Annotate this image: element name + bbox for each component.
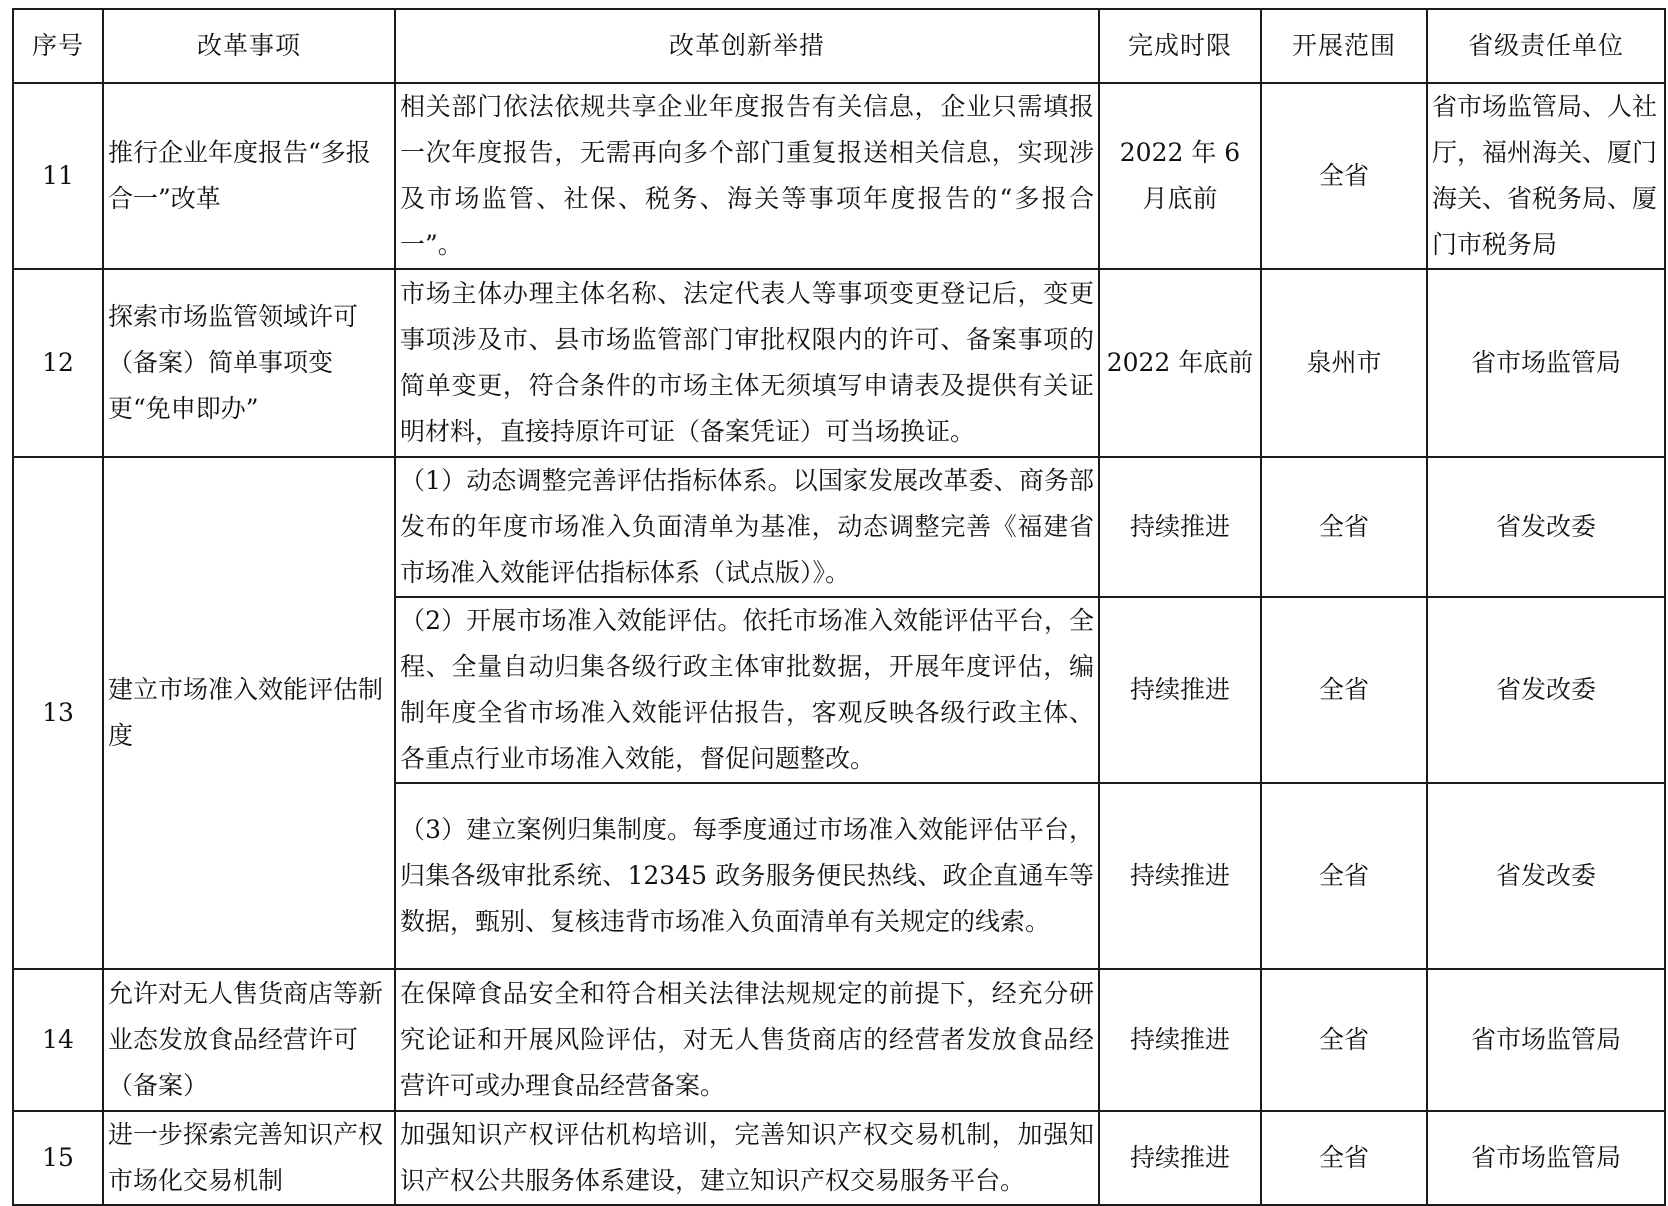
row-seq: 11 (13, 83, 103, 269)
row-item: 进一步探索完善知识产权市场化交易机制 (103, 1111, 395, 1205)
row-unit: 省发改委 (1427, 783, 1665, 969)
reform-measures-table (12, 8, 1666, 1206)
header-scope: 开展范围 (1261, 9, 1427, 83)
row-measure: （2）开展市场准入效能评估。依托市场准入效能评估平台，全程、全量自动归集各级行政主体审批数据，开展年度评估，编制年度全省市场准入效能评估报告，客观反映各级行政主体、各重点行业市场准入效能，督促问题整改。 (395, 597, 1099, 783)
row-deadline: 持续推进 (1099, 783, 1261, 969)
row-item: 建立市场准入效能评估制度 (103, 457, 395, 969)
row-scope: 全省 (1261, 597, 1427, 783)
row-seq: 14 (13, 969, 103, 1111)
row-unit: 省市场监管局 (1427, 969, 1665, 1111)
table-row (13, 1111, 1665, 1205)
row-seq: 13 (13, 457, 103, 969)
row-unit: 省市场监管局、人社厅，福州海关、厦门海关、省税务局、厦门市税务局 (1427, 83, 1665, 269)
row-scope: 全省 (1261, 783, 1427, 969)
row-deadline: 持续推进 (1099, 457, 1261, 597)
header-unit: 省级责任单位 (1427, 9, 1665, 83)
table-header (13, 9, 1665, 83)
table-row (13, 969, 1665, 1111)
row-item: 探索市场监管领域许可（备案）简单事项变更“免申即办” (103, 269, 395, 457)
row-unit: 省市场监管局 (1427, 269, 1665, 457)
table-row (13, 83, 1665, 269)
table-row (13, 457, 1665, 597)
table-row (13, 269, 1665, 457)
row-measure: 在保障食品安全和符合相关法律法规规定的前提下，经充分研究论证和开展风险评估，对无人售货商店的经营者发放食品经营许可或办理食品经营备案。 (395, 969, 1099, 1111)
row-unit: 省发改委 (1427, 597, 1665, 783)
row-measure: 相关部门依法依规共享企业年度报告有关信息，企业只需填报一次年度报告，无需再向多个部门重复报送相关信息，实现涉及市场监管、社保、税务、海关等事项年度报告的“多报合一”。 (395, 83, 1099, 269)
table-body (13, 83, 1665, 1205)
row-scope: 泉州市 (1261, 269, 1427, 457)
row-deadline: 2022 年 6 月底前 (1099, 83, 1261, 269)
row-seq: 12 (13, 269, 103, 457)
row-deadline: 持续推进 (1099, 969, 1261, 1111)
row-scope: 全省 (1261, 457, 1427, 597)
header-deadline: 完成时限 (1099, 9, 1261, 83)
header-row (13, 9, 1665, 83)
row-measure: 加强知识产权评估机构培训，完善知识产权交易机制，加强知识产权公共服务体系建设，建立知识产权交易服务平台。 (395, 1111, 1099, 1205)
header-item: 改革事项 (103, 9, 395, 83)
row-measure: （1）动态调整完善评估指标体系。以国家发展改革委、商务部发布的年度市场准入负面清单为基准，动态调整完善《福建省市场准入效能评估指标体系（试点版）》。 (395, 457, 1099, 597)
row-unit: 省发改委 (1427, 457, 1665, 597)
row-scope: 全省 (1261, 1111, 1427, 1205)
header-measure: 改革创新举措 (395, 9, 1099, 83)
row-deadline: 2022 年底前 (1099, 269, 1261, 457)
row-scope: 全省 (1261, 83, 1427, 269)
row-seq: 15 (13, 1111, 103, 1205)
row-scope: 全省 (1261, 969, 1427, 1111)
row-item: 推行企业年度报告“多报合一”改革 (103, 83, 395, 269)
row-item: 允许对无人售货商店等新业态发放食品经营许可（备案） (103, 969, 395, 1111)
row-deadline: 持续推进 (1099, 1111, 1261, 1205)
row-deadline: 持续推进 (1099, 597, 1261, 783)
row-unit: 省市场监管局 (1427, 1111, 1665, 1205)
row-measure: 市场主体办理主体名称、法定代表人等事项变更登记后，变更事项涉及市、县市场监管部门审批权限内的许可、备案事项的简单变更，符合条件的市场主体无须填写申请表及提供有关证明材料，直接持原许可证（备案凭证）可当场换证。 (395, 269, 1099, 457)
row-measure: （3）建立案例归集制度。每季度通过市场准入效能评估平台，归集各级审批系统、12345 政务服务便民热线、政企直通车等数据，甄别、复核违背市场准入负面清单有关规定的线索。 (395, 783, 1099, 969)
header-seq: 序号 (13, 9, 103, 83)
